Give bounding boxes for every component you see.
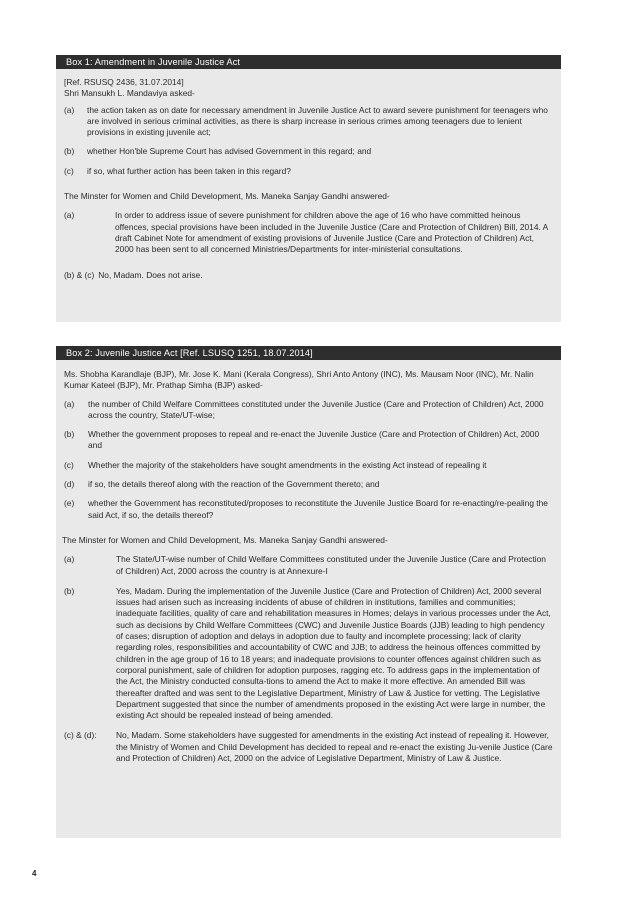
answer-label: (a) — [64, 554, 75, 565]
answer-row — [64, 270, 553, 281]
box-2-asker: Ms. Shobha Karandlaje (BJP), Mr. Jose K. Mani (Kerala Congress), Shri Anto Antony (INC), Ms. Mausam Noor (INC), Mr. Nalin Kumar Kateel (BJP), Mr. Prathap Simha (BJP) asked- — [64, 369, 534, 391]
question-text: if so, what further action has been taken in this regard? — [87, 165, 291, 176]
question-label: (c) — [64, 165, 74, 176]
question-label: (a) — [64, 104, 75, 115]
question-label: (d) — [64, 479, 75, 490]
question-row — [64, 146, 553, 157]
answer-row — [64, 586, 553, 722]
question-text: whether Hon'ble Supreme Court has advised Government in this regard; and — [87, 146, 372, 157]
question-text: Whether the majority of the stakeholders have sought amendments in the existing Act instead of repealing it — [88, 459, 487, 470]
box-1-answer-intro: The Minster for Women and Child Development, Ms. Maneka Sanjay Gandhi answered- — [64, 191, 390, 202]
question-label: (c) — [64, 459, 74, 470]
answer-label: (a) — [64, 210, 75, 221]
question-row — [64, 460, 553, 471]
question-label: (e) — [64, 498, 75, 509]
answer-text: No, Madam. Does not arise. — [98, 269, 203, 280]
answer-label: (b) — [64, 585, 75, 596]
answer-label: (c) & (d): — [64, 730, 97, 741]
box-1-ref: [Ref. RSUSQ 2436, 31.07.2014] — [64, 77, 184, 87]
question-row — [64, 166, 553, 177]
answer-row — [64, 210, 553, 255]
question-label: (a) — [64, 398, 75, 409]
box-1-asker: Shri Mansukh L. Mandaviya asked- — [64, 88, 195, 99]
question-row — [64, 479, 553, 490]
question-label: (b) — [64, 146, 75, 157]
question-text: the number of Child Welfare Committees constituted under the Juvenile Justice (Care and Protection of Children) Act, 2000 across the country, State/UT-wise; — [88, 398, 544, 420]
answer-row — [64, 730, 553, 764]
question-row — [64, 498, 553, 521]
answer-row — [64, 554, 553, 577]
box-2 — [56, 346, 561, 838]
page-number: 4 — [32, 869, 37, 878]
question-text: the action taken as on date for necessary amendment in Juvenile Justice Act to award severe punishment for teenagers who are involved in serious criminal activities, as there is sharp increase in serious crimes among teenagers due to lenient provisions in existing juvenile act; — [87, 104, 548, 138]
question-text: whether the Government has reconstituted/proposes to reconstitute the Juvenile Justice Board for re-enacting/re-pealing the said Act, if so, the details thereof? — [88, 498, 548, 520]
box-2-answer-intro: The Minster for Women and Child Development, Ms. Maneka Sanjay Gandhi answered- — [62, 534, 388, 545]
answer-text: In order to address issue of severe punishment for children above the age of 16 who have committed heinous offences, special provisions have been included in the Juvenile Justice (Care and Protection of Children) Bill, 2014. A draft Cabinet Note for amendment of existing provisions of Juvenile Justice (Care and Protection of Children) Act, 2000 has been sent to all concerned Ministries/Departments for inter-ministerial consultations. — [115, 210, 548, 255]
answer-text: Yes, Madam. During the implementation of the Juvenile Justice (Care and Protection of Children) Act, 2000 several issues had arisen such as increasing incidents of abuse of children in institutions, families and communities; inadequate facilities, quality of care and rehabilitation measures in Homes; delays in various processes under the Act, such as decisions by Child Welfare Committees (CWC) and Juvenile Justice Boards (JJB) leading to high pendency of cases; disruption of adoption and delays in adoption due to faulty and incomplete processing; lack of clarity regarding roles, responsibilities and accountability of CWC and JJB; to address the heinous offences committed by children in the age group of 16 to 18 years; and inadequate provisions to counter offences against children such as corporal punishment, sale of children for adoption purposes, ragging etc. To address gaps in the implementation of the Act, the Ministry conducted consulta-tions to amend the Act to make it more effective. An amended Bill was thereafter drafted and was sent to the Legislative Department, Ministry of Law & Justice for vetting. The Legislative Department suggested that since the number of amendments proposed in the existing Act were large in number, the existing Act should be repealed instead of being amended. — [116, 585, 551, 721]
answer-text: No, Madam. Some stakeholders have suggested for amendments in the existing Act instead of repealing it. However, the Ministry of Women and Child Development has decided to repeal and re-enact the existing Ju-venile Justice (Care and Protection of Children) Act, 2000 on the advice of Legislative Department, Ministry of Law & Justice. — [116, 730, 553, 764]
question-row — [64, 399, 553, 422]
answer-text: The State/UT-wise number of Child Welfare Committees constituted under the Juvenile Justice (Care and Protection of Children) Act, 2000 across the country is at Annexure-I — [116, 554, 546, 576]
box-2-title: Box 2: Juvenile Justice Act [Ref. LSUSQ 1251, 18.07.2014] — [56, 346, 561, 360]
question-text: if so, the details thereof along with the reaction of the Government thereto; and — [88, 479, 380, 490]
question-row — [64, 105, 553, 139]
box-1-title: Box 1: Amendment in Juvenile Justice Act — [56, 55, 561, 69]
question-row — [64, 429, 553, 452]
box-1 — [56, 55, 561, 322]
question-label: (b) — [64, 429, 75, 440]
question-text: Whether the government proposes to repeal and re-enact the Juvenile Justice (Care and Protection of Children) Act, 2000 and — [88, 429, 540, 451]
answer-label: (b) & (c) — [64, 269, 95, 280]
